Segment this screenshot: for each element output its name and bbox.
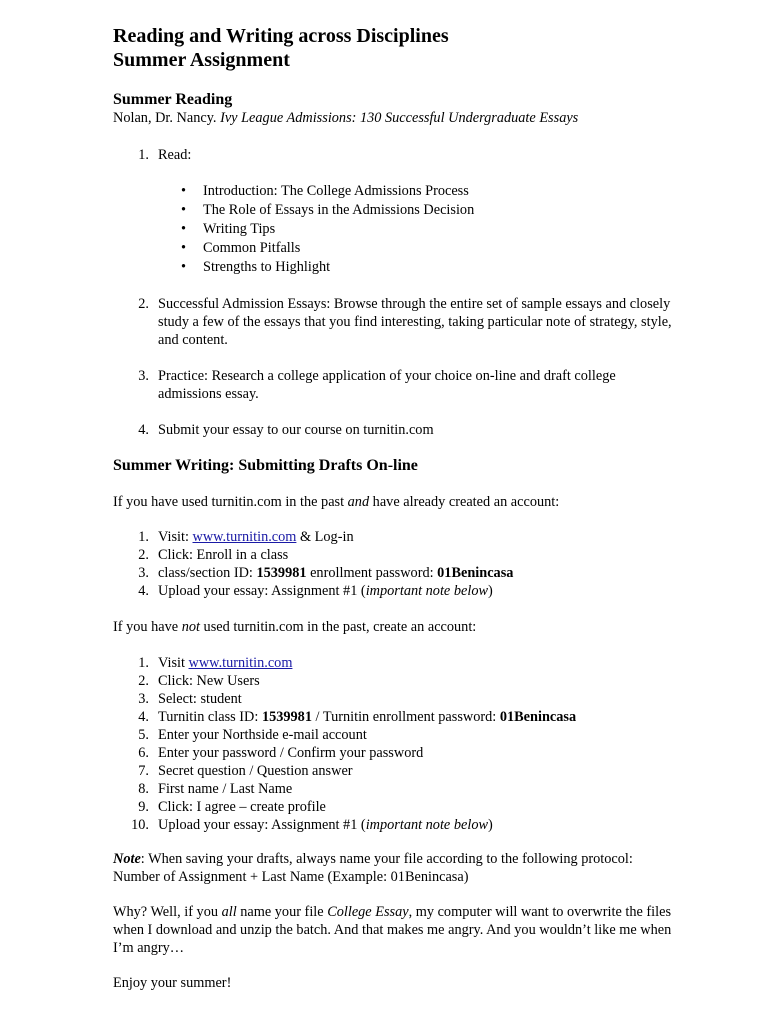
reading-step [113, 421, 673, 439]
list-item: 10. Upload your essay: Assignment #1 (important note below) [131, 817, 493, 833]
why-paragraph [113, 903, 673, 957]
step-number: 1. [138, 147, 149, 163]
step-text: ) [488, 817, 493, 833]
reading-step [113, 295, 673, 349]
turnitin-link[interactable]: www.turnitin.com [188, 655, 293, 671]
turnitin-link[interactable]: www.turnitin.com [192, 529, 297, 545]
list-item: 3. Select: student [138, 691, 242, 707]
list-item: 2. Click: New Users [138, 673, 260, 689]
existing-account-intro [113, 493, 673, 511]
list-item: 4. Upload your essay: Assignment #1 (important note below) [138, 583, 493, 599]
list-item: 5. Enter your Northside e-mail account [138, 727, 367, 743]
new-account-steps [113, 654, 673, 834]
reading-steps-list [113, 146, 673, 439]
list-item: 3. class/section ID: 1539981 enrollment password: 01Benincasa [138, 565, 514, 581]
list-item: 6. Enter your password / Confirm your password [138, 745, 424, 761]
step-text: / Turnitin enrollment password: [311, 709, 500, 725]
why-emphasis: all [221, 904, 237, 920]
intro-emphasis: and [347, 494, 370, 510]
list-item: 9. Click: I agree – create profile [138, 799, 326, 815]
reading-step [113, 367, 673, 403]
step-text: enrollment password: [306, 565, 438, 581]
intro-emphasis: not [181, 619, 200, 635]
list-item: • Introduction: The College Admissions Process [158, 182, 673, 201]
intro-text: used turnitin.com in the past, create an account: [199, 619, 477, 635]
class-id: 1539981 [256, 565, 307, 581]
class-id: 1539981 [261, 709, 312, 725]
step-text: Visit [158, 655, 189, 671]
step-text: Enter your password / Confirm your password [158, 745, 424, 761]
citation-book-title: Ivy League Admissions: 130 Successful Undergraduate Essays [220, 110, 579, 126]
step-text: ) [488, 583, 493, 599]
list-item: 1. Visit www.turnitin.com [138, 655, 293, 671]
step-emphasis: important note below [365, 583, 488, 599]
summer-reading-heading: Summer Reading [113, 91, 233, 108]
step-text: Upload your essay: Assignment #1 ( [158, 817, 366, 833]
list-item: • Strengths to Highlight [158, 258, 673, 277]
step-text: Select: student [158, 691, 242, 707]
reading-step [113, 146, 673, 277]
step-text: Secret question / Question answer [158, 763, 353, 779]
step-text: Submit your essay to our course on turnitin.com [158, 422, 434, 438]
step-text: Practice: Research a college application of your choice on-line and draft college admissions essay. [158, 368, 616, 402]
step-number: 4. [138, 422, 149, 438]
step-emphasis: important note below [365, 817, 488, 833]
enrollment-password: 01Benincasa [499, 709, 577, 725]
step-number: 2. [138, 296, 149, 312]
list-item: 7. Secret question / Question answer [138, 763, 353, 779]
list-item: • The Role of Essays in the Admissions Decision [158, 201, 673, 220]
step-text: Click: I agree – create profile [158, 799, 326, 815]
list-item: 1. Visit: www.turnitin.com & Log-in [138, 529, 354, 545]
intro-text: have already created an account: [369, 494, 560, 510]
list-item: • Writing Tips [158, 220, 673, 239]
step-number: 3. [138, 368, 149, 384]
step-text: Upload your essay: Assignment #1 ( [158, 583, 366, 599]
list-item: 4. Turnitin class ID: 1539981 / Turnitin enrollment password: 01Benincasa [138, 709, 577, 725]
step-text: class/section ID: [158, 565, 257, 581]
existing-account-steps [113, 528, 673, 600]
why-text: name your file [236, 904, 328, 920]
step-text: Visit: [158, 529, 193, 545]
step-text: Read: [158, 147, 192, 163]
book-citation [113, 109, 673, 127]
reading-topics-list [158, 182, 673, 277]
note-text: : When saving your drafts, always name your file according to the following protocol: Number of Assignment + Last Name (Example: 01Benincasa) [113, 851, 633, 885]
why-text: , my computer will want to overwrite the files when I download and unzip the batch. And that makes me angry. And you wouldn’t like me when I’m angry… [113, 904, 672, 956]
step-text: First name / Last Name [158, 781, 293, 797]
closing-line: Enjoy your summer! [113, 975, 232, 991]
step-text: Enter your Northside e-mail account [158, 727, 367, 743]
step-text: Click: New Users [158, 673, 260, 689]
summer-writing-heading: Summer Writing: Submitting Drafts On-line [113, 457, 418, 474]
enrollment-password: 01Benincasa [437, 565, 514, 581]
step-text: & Log-in [296, 529, 354, 545]
step-text: Successful Admission Essays: Browse through the entire set of sample essays and closely study a few of the essays that you find interesting, taking particular note of strategy, style, and content. [158, 296, 672, 348]
intro-text: If you have used turnitin.com in the past [113, 494, 348, 510]
intro-text: If you have [113, 619, 182, 635]
list-item: 8. First name / Last Name [138, 781, 293, 797]
step-text: Click: Enroll in a class [158, 547, 289, 563]
why-text: Why? Well, if you [113, 904, 222, 920]
note-label: Note [113, 851, 141, 867]
citation-author: Nolan, Dr. Nancy. [113, 110, 217, 126]
why-emphasis: College Essay [327, 904, 409, 920]
document-subtitle: Summer Assignment [113, 49, 290, 71]
list-item: • Common Pitfalls [158, 239, 673, 258]
list-item: 2. Click: Enroll in a class [138, 547, 289, 563]
file-naming-note [113, 850, 673, 886]
step-text: Turnitin class ID: [158, 709, 262, 725]
new-account-intro [113, 618, 673, 636]
document-title: Reading and Writing across Disciplines [113, 25, 449, 47]
